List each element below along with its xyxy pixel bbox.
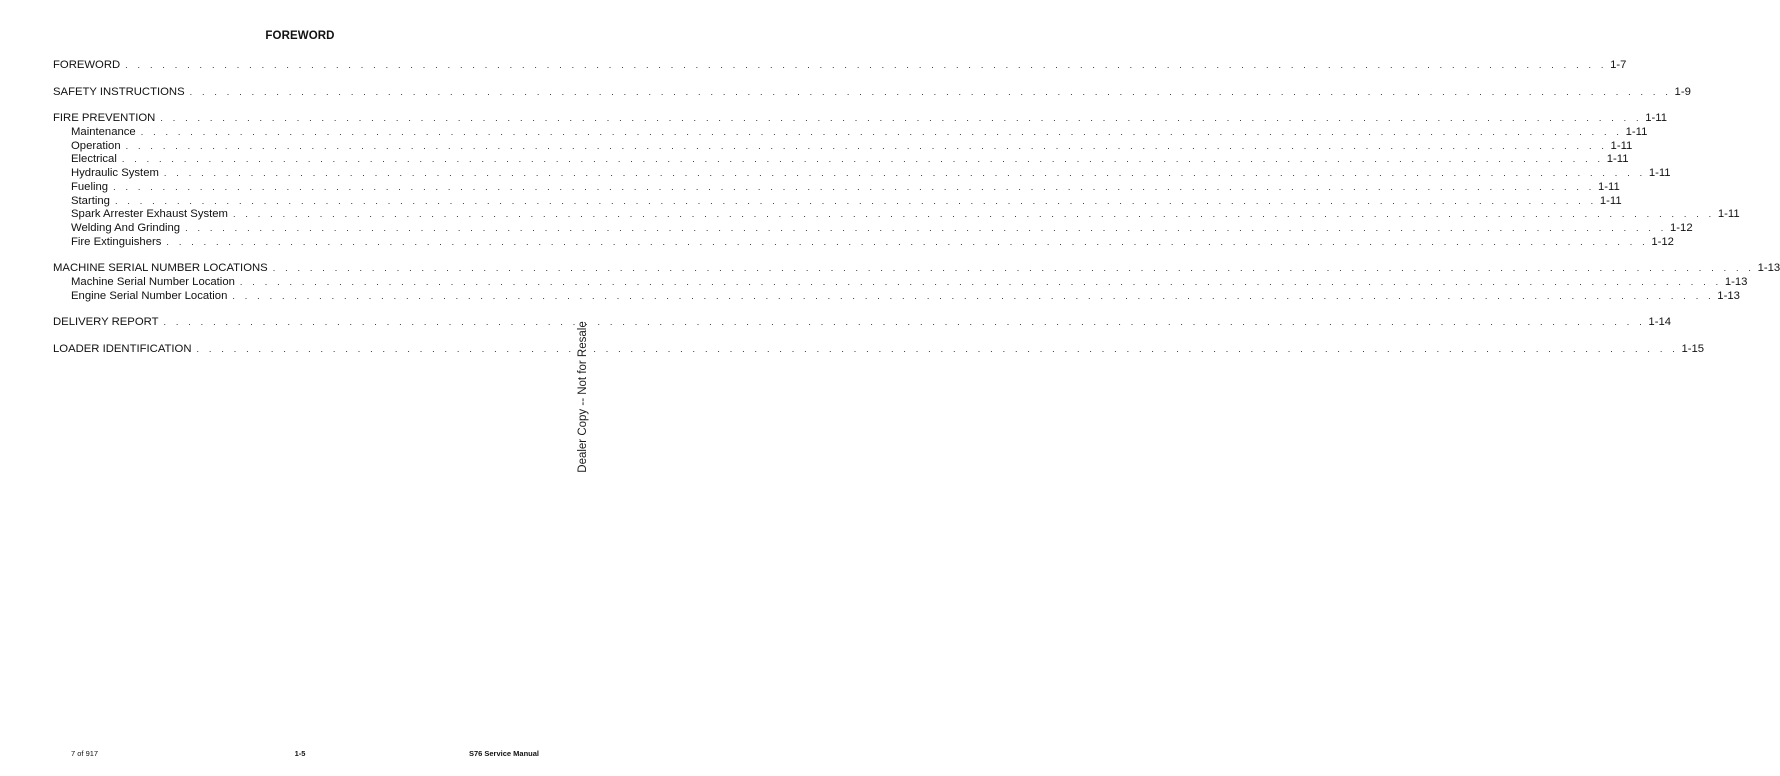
toc-subentry[interactable] xyxy=(53,139,1633,154)
toc-dot-leader: . . . . . . . . . . . . . . . . . . . . . . . . . . . . . . . . . . . . . . . . . . . . . . . . . . . . . . . . . . . . . . . . . . . . . . . . . . . . . . . . . . . . . . . . . . . . . . . . . . . . . . . . . . . . . . . . . . . . . . . . xyxy=(125,60,1608,70)
toc-entry[interactable] xyxy=(53,59,1627,73)
toc-entry-title: Electrical xyxy=(71,153,117,166)
toc-dot-leader: . . . . . . . . . . . . . . . . . . . . . . . . . . . . . . . . . . . . . . . . . . . . . . . . . . . . . . . . . . . . . . . . . . . . . . . . . . . . . . . . . . . . . . . . . . . . . . . . . . . . . . . . . . . . . . . . . . . . . . . . xyxy=(163,317,1646,328)
toc-section xyxy=(53,59,1627,73)
toc-entry-title: Engine Serial Number Location xyxy=(71,289,228,302)
toc-dot-leader: . . . . . . . . . . . . . . . . . . . . . . . . . . . . . . . . . . . . . . . . . . . . . . . . . . . . . . . . . . . . . . . . . . . . . . . . . . . . . . . . . . . . . . . . . . . . . . . . . . . . . . . . . . . . . . . . . . . . . . . . xyxy=(166,236,1649,247)
toc-subentry[interactable] xyxy=(53,208,1740,222)
toc-dot-leader: . . . . . . . . . . . . . . . . . . . . . . . . . . . . . . . . . . . . . . . . . . . . . . . . . . . . . . . . . . . . . . . . . . . . . . . . . . . . . . . . . . . . . . . . . . . . . . . . . . . . . . . . . . . . . . . . . . . . . . . . xyxy=(160,113,1643,124)
toc-entry-page: 1-13 xyxy=(1757,262,1780,275)
toc-subentry[interactable] xyxy=(53,180,1620,195)
toc-entry-title: MACHINE SERIAL NUMBER LOCATIONS xyxy=(53,262,268,275)
toc-entry-page: 1-11 xyxy=(1625,126,1648,139)
footer-page-counter: 7 of 917 xyxy=(71,749,99,758)
toc-subentry[interactable] xyxy=(53,235,1674,250)
toc-entry-title: Operation xyxy=(71,139,121,152)
toc-dot-leader: . . . . . . . . . . . . . . . . . . . . . . . . . . . . . . . . . . . . . . . . . . . . . . . . . . . . . . . . . . . . . . . . . . . . . . . . . . . . . . . . . . . . . . . . . . . . . . . . . . . . . . . . . . . . . . . . . . . . . . . . xyxy=(232,290,1715,301)
toc-entry-title: Starting xyxy=(71,194,110,207)
toc-entry-title: Welding And Grinding xyxy=(71,221,181,234)
toc-section xyxy=(53,112,1740,249)
toc-dot-leader: . . . . . . . . . . . . . . . . . . . . . . . . . . . . . . . . . . . . . . . . . . . . . . . . . . . . . . . . . . . . . . . . . . . . . . . . . . . . . . . . . . . . . . . . . . . . . . . . . . . . . . . . . . . . . . . . . . . . . . . . xyxy=(272,263,1755,274)
toc-dot-leader: . . . . . . . . . . . . . . . . . . . . . . . . . . . . . . . . . . . . . . . . . . . . . . . . . . . . . . . . . . . . . . . . . . . . . . . . . . . . . . . . . . . . . . . . . . . . . . . . . . . . . . . . . . . . . . . . . . . . . . . . xyxy=(239,276,1722,287)
toc-entry-title: Maintenance xyxy=(71,126,136,139)
toc-entry[interactable] xyxy=(53,316,1672,330)
toc-subentry[interactable] xyxy=(53,167,1671,181)
toc-entry[interactable] xyxy=(53,112,1668,126)
toc-dot-leader: . . . . . . . . . . . . . . . . . . . . . . . . . . . . . . . . . . . . . . . . . . . . . . . . . . . . . . . . . . . . . . . . . . . . . . . . . . . . . . . . . . . . . . . . . . . . . . . . . . . . . . . . . . . . . . . . . . . . . . . . xyxy=(125,140,1608,151)
toc-entry-page: 1-13 xyxy=(1724,275,1748,288)
toc-entry-page: 1-11 xyxy=(1606,153,1629,166)
toc-dot-leader: . . . . . . . . . . . . . . . . . . . . . . . . . . . . . . . . . . . . . . . . . . . . . . . . . . . . . . . . . . . . . . . . . . . . . . . . . . . . . . . . . . . . . . . . . . . . . . . . . . . . . . . . . . . . . . . . . . . . . . . . xyxy=(185,222,1667,233)
toc-entry-title: FIRE PREVENTION xyxy=(53,112,156,125)
toc-section xyxy=(53,262,1780,303)
toc-entry-page: 1-13 xyxy=(1717,289,1740,302)
toc-entry-page: 1-14 xyxy=(1648,316,1672,329)
dealer-copy-watermark: Dealer Copy -- Not for Resale xyxy=(577,321,589,473)
toc-dot-leader: . . . . . . . . . . . . . . . . . . . . . . . . . . . . . . . . . . . . . . . . . . . . . . . . . . . . . . . . . . . . . . . . . . . . . . . . . . . . . . . . . . . . . . . . . . . . . . . . . . . . . . . . . . . . . . . . . . . . . . . . xyxy=(140,127,1623,138)
toc-subentry[interactable] xyxy=(53,275,1748,290)
toc-section xyxy=(53,316,1672,330)
toc-section xyxy=(53,85,1691,100)
toc-entry-page: 1-11 xyxy=(1597,180,1620,193)
toc-dot-leader: . . . . . . . . . . . . . . . . . . . . . . . . . . . . . . . . . . . . . . . . . . . . . . . . . . . . . . . . . . . . . . . . . . . . . . . . . . . . . . . . . . . . . . . . . . . . . . . . . . . . . . . . . . . . . . . . . . . . . . . . xyxy=(113,181,1595,192)
toc-entry-page: 1-12 xyxy=(1651,235,1674,248)
toc-entry-page: 1-11 xyxy=(1645,112,1668,125)
toc-entry-page: 1-15 xyxy=(1681,343,1705,355)
toc-dot-leader: . . . . . . . . . . . . . . . . . . . . . . . . . . . . . . . . . . . . . . . . . . . . . . . . . . . . . . . . . . . . . . . . . . . . . . . . . . . . . . . . . . . . . . . . . . . . . . . . . . . . . . . . . . . . . . . . . . . . . . . . xyxy=(163,168,1646,179)
toc-entry-page: 1-9 xyxy=(1674,85,1691,98)
footer-page-number: 1-5 xyxy=(294,749,306,758)
toc-entry[interactable] xyxy=(53,262,1780,276)
toc-subentry[interactable] xyxy=(53,153,1629,167)
footer-manual-title: S76 Service Manual xyxy=(468,749,539,758)
toc-entry-title: Fire Extinguishers xyxy=(71,235,162,248)
toc-subentry[interactable] xyxy=(53,126,1648,140)
toc-dot-leader: . . . . . . . . . . . . . . . . . . . . . . . . . . . . . . . . . . . . . . . . . . . . . . . . . . . . . . . . . . . . . . . . . . . . . . . . . . . . . . . . . . . . . . . . . . . . . . . . . . . . . . . . . . . . . . . . . . . . . . . . xyxy=(189,86,1672,97)
toc-entry-title: SAFETY INSTRUCTIONS xyxy=(53,85,185,98)
toc-entry-page: 1-11 xyxy=(1599,194,1622,207)
toc-subentry[interactable] xyxy=(53,289,1740,304)
toc-section xyxy=(53,343,1705,357)
table-of-contents xyxy=(53,59,1780,370)
page-title: FOREWORD xyxy=(265,30,335,42)
toc-subentry[interactable] xyxy=(53,221,1693,236)
toc-entry-page: 1-11 xyxy=(1648,167,1671,180)
toc-entry-title: Spark Arrester Exhaust System xyxy=(71,208,228,221)
toc-dot-leader: . . . . . . . . . . . . . . . . . . . . . . . . . . . . . . . . . . . . . . . . . . . . . . . . . . . . . . . . . . . . . . . . . . . . . . . . . . . . . . . . . . . . . . . . . . . . . . . . . . . . . . . . . . . . . . . . . . . . . . . . xyxy=(232,209,1715,220)
toc-entry-page: 1-7 xyxy=(1610,59,1627,71)
toc-entry[interactable] xyxy=(53,85,1691,100)
toc-entry-title: Hydraulic System xyxy=(71,167,159,180)
toc-subentry[interactable] xyxy=(53,194,1622,209)
toc-entry-page: 1-11 xyxy=(1610,139,1633,152)
toc-entry[interactable] xyxy=(53,343,1705,357)
toc-entry-title: DELIVERY REPORT xyxy=(53,316,159,329)
toc-dot-leader: . . . . . . . . . . . . . . . . . . . . . . . . . . . . . . . . . . . . . . . . . . . . . . . . . . . . . . . . . . . . . . . . . . . . . . . . . . . . . . . . . . . . . . . . . . . . . . . . . . . . . . . . . . . . . . . . . . . . . . . . xyxy=(196,344,1679,354)
toc-entry-title: Machine Serial Number Location xyxy=(71,275,235,288)
toc-entry-page: 1-12 xyxy=(1670,221,1693,234)
toc-dot-leader: . . . . . . . . . . . . . . . . . . . . . . . . . . . . . . . . . . . . . . . . . . . . . . . . . . . . . . . . . . . . . . . . . . . . . . . . . . . . . . . . . . . . . . . . . . . . . . . . . . . . . . . . . . . . . . . . . . . . . . . . xyxy=(121,154,1604,165)
toc-entry-title: LOADER IDENTIFICATION xyxy=(53,343,192,355)
toc-entry-title: FOREWORD xyxy=(53,59,121,71)
toc-entry-page: 1-11 xyxy=(1717,208,1740,221)
toc-dot-leader: . . . . . . . . . . . . . . . . . . . . . . . . . . . . . . . . . . . . . . . . . . . . . . . . . . . . . . . . . . . . . . . . . . . . . . . . . . . . . . . . . . . . . . . . . . . . . . . . . . . . . . . . . . . . . . . . . . . . . . . . xyxy=(114,195,1597,206)
toc-entry-title: Fueling xyxy=(71,180,109,193)
